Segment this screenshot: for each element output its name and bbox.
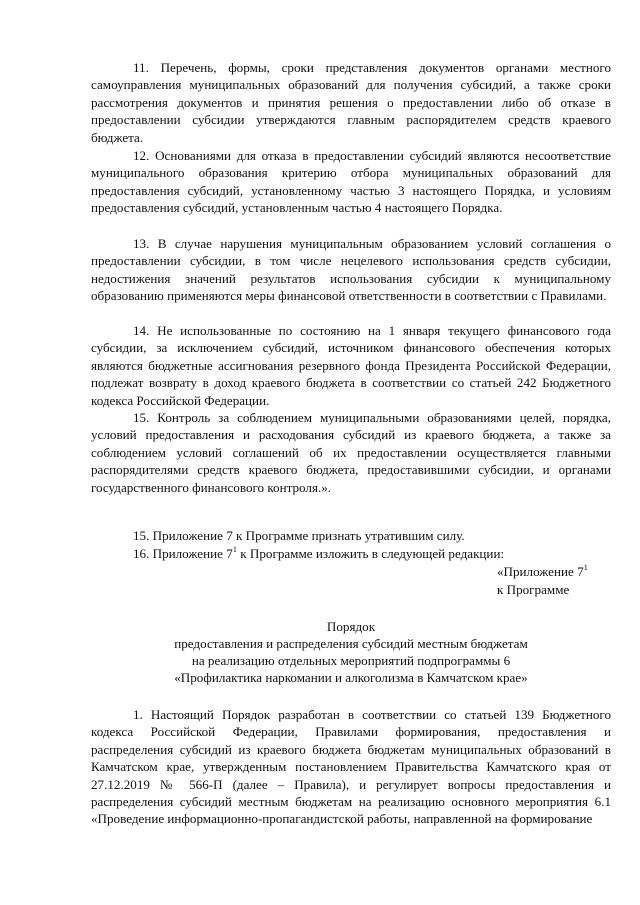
document-subtitle-line-3: «Профилактика наркомании и алкоголизма в Камчатском крае» xyxy=(174,670,528,685)
paragraph-13: 13. В случае нарушения муниципальным образованием условий соглашения о предоставлении субсидии, в том числе нецелевого использования средств субсидии, недостижения значений результатов использования субсидии к муниципальному образованию применяются меры финансовой ответственности в соответствии с Правилами. xyxy=(91,236,611,304)
document-subtitle-line-2: на реализацию отдельных мероприятий подпрограммы 6 xyxy=(191,653,511,668)
appendix-program: к Программе xyxy=(497,582,570,597)
document-title: Порядок xyxy=(326,619,376,634)
paragraph-14: 14. Не использованные по состоянию на 1 января текущего финансового года субсидии, за исключением субсидий, источником финансового обеспечения которых являются бюджетные ассигнования резервного фонда Президента Российской Федерации, подлежат возврату в доход краевого бюджета в соответствии со статьей 242 Бюджетного кодекса Российской Федерации. xyxy=(91,323,611,408)
paragraph-12: 12. Основаниями для отказа в предоставлении субсидий являются несоответствие муниципального образования критерию отбора муниципальных образований для предоставления субсидий, установленному частью 3 настоящего Порядка, и условиям предоставления субсидий, установленным частью 4 настоящего Порядка. xyxy=(91,148,611,216)
paragraph-15: 15. Контроль за соблюдением муниципальными образованиями целей, порядка, условий предоставления и расходования субсидий из краевого бюджета, а также за соблюдением условий соглашений об их предоставлении осуществляется главными распорядителями средств краевого бюджета, предоставившими субсидии, и органами государственного финансового контроля.». xyxy=(91,410,611,495)
document-subtitle-line-1: предоставления и распределения субсидий местным бюджетам xyxy=(174,636,528,651)
appendix-label xyxy=(497,563,588,580)
appendix-label-superscript: 1 xyxy=(583,561,588,572)
item-15: 15. Приложение 7 к Программе признать утратившим силу. xyxy=(133,528,465,543)
item-16-text-a: 16. Приложение 7 xyxy=(133,546,233,561)
item-16-superscript: 1 xyxy=(232,543,237,554)
paragraph-1: 1. Настоящий Порядок разработан в соответствии со статьей 139 Бюджетного кодекса Российской Федерации, Правилами формирования, предоставления и распределения субсидий из краевого бюджета бюджетам муниципальных образований в Камчатском крае, утвержденным постановлением Правительства Камчатского края от 27.12.2019 № 566-П (далее – Правила), и регулирует вопросы предоставления и распределения субсидий местным бюджетам на реализацию основного мероприятия 6.1 «Проведение информационно-пропагандистской работы, направленной на формирование xyxy=(91,707,611,827)
item-16 xyxy=(91,545,504,562)
appendix-label-text: «Приложение 7 xyxy=(497,564,584,579)
item-16-text-b: к Программе изложить в следующей редакции: xyxy=(237,546,505,561)
paragraph-11: 11. Перечень, формы, сроки представления документов органами местного самоуправления муниципальных образований для получения субсидий, а также сроки рассмотрения документов и принятия решения о предоставлении либо об отказе в предоставлении субсидии утверждаются главным распорядителем средств краевого бюджета. xyxy=(91,60,611,145)
